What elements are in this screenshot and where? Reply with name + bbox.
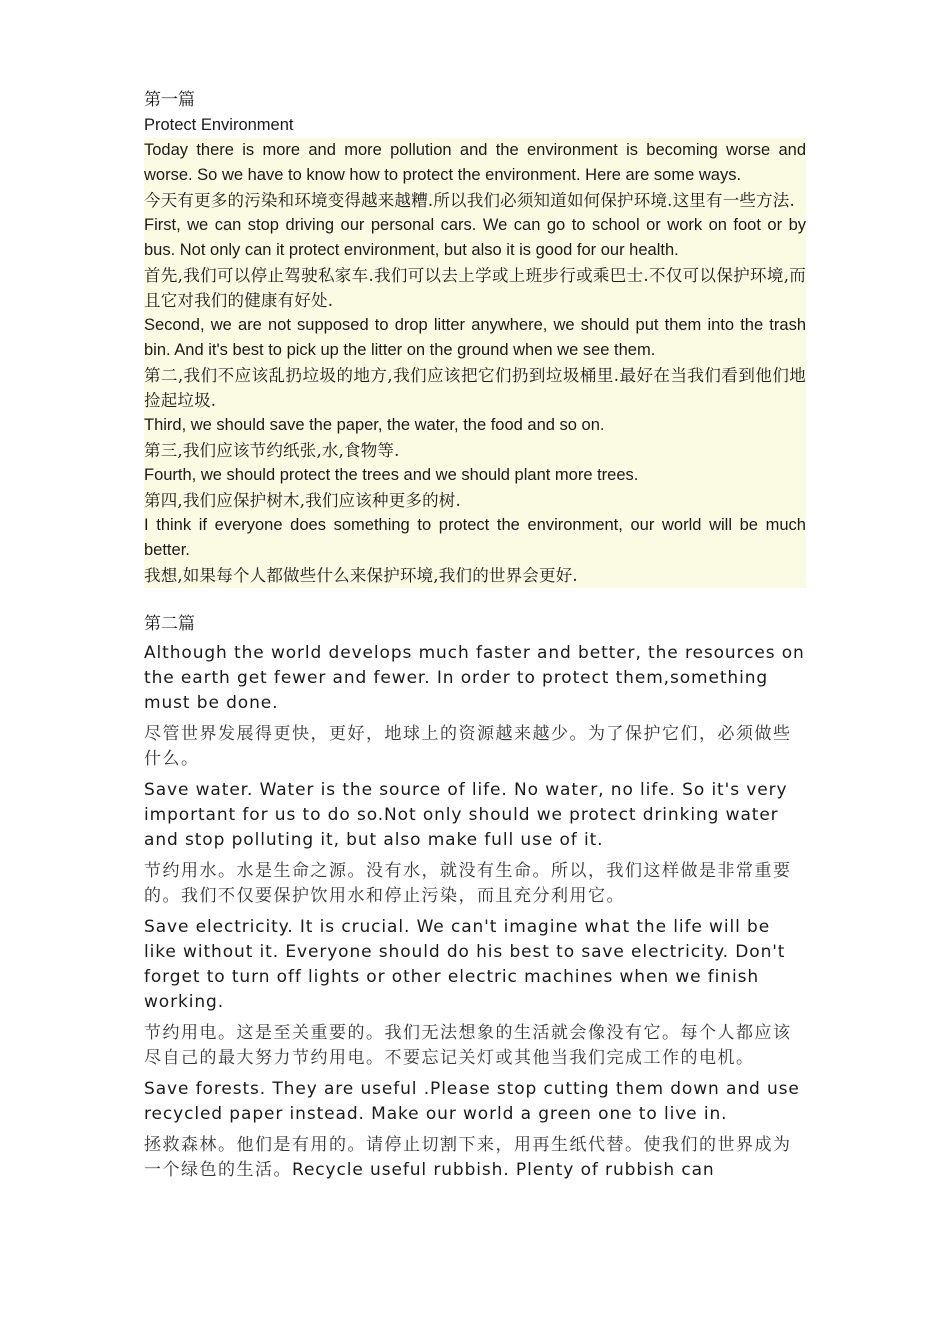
paragraph-zh: 第三,我们应该节约纸张,水,食物等. <box>144 441 400 460</box>
document-content <box>144 88 806 1189</box>
paragraph-en: Fourth, we should protect the trees and we should plant more trees. <box>144 466 639 484</box>
paragraph-en: Third, we should save the paper, the water, the food and so on. <box>144 416 605 434</box>
paragraph-zh: 第二,我们不应该乱扔垃圾的地方,我们应该把它们扔到垃圾桶里.最好在当我们看到他们地捡起垃圾. <box>144 366 806 410</box>
section-one-body <box>144 138 806 588</box>
section-one-heading: 第一篇 <box>144 90 195 110</box>
paragraph-zh: 节约用水。水是生命之源。没有水，就没有生命。所以，我们这样做是非常重要的。我们不仅要保护饮用水和停止污染，而且充分利用它。 <box>144 861 792 906</box>
section-one-title: Protect Environment <box>144 116 294 134</box>
section-one <box>144 88 806 588</box>
paragraph-zh: 节约用电。这是至关重要的。我们无法想象的生活就会像没有它。每个人都应该尽自己的最大努力节约用电。不要忘记关灯或其他当我们完成工作的电机。 <box>144 1023 792 1068</box>
paragraph-zh: 今天有更多的污染和环境变得越来越糟.所以我们必须知道如何保护环境.这里有一些方法. <box>144 191 795 210</box>
paragraph-mixed <box>144 1133 806 1183</box>
paragraph-zh: 第四,我们应保护树木,我们应该种更多的树. <box>144 491 461 510</box>
paragraph-en: Second, we are not supposed to drop litter anywhere, we should put them into the trash bin. And it's best to pick up the litter on the ground when we see them. <box>144 316 806 359</box>
paragraph-zh-part: 拯救森林。他们是有用的。请停止切割下来，用再生纸代替。使我们的世界成为一个绿色的生活。 <box>144 1135 792 1180</box>
section-two <box>144 612 806 1183</box>
paragraph-en: Save forests. They are useful .Please stop cutting them down and use recycled paper instead. Make our world a green one to live in. <box>144 1079 800 1124</box>
paragraph-en: I think if everyone does something to protect the environment, our world will be much better. <box>144 516 806 559</box>
paragraph-zh: 我想,如果每个人都做些什么来保护环境,我们的世界会更好. <box>144 566 578 585</box>
paragraph-en: Save water. Water is the source of life. No water, no life. So it's very important for us to do so.Not only should we protect drinking water and stop polluting it, but also make full use of it. <box>144 780 788 850</box>
paragraph-en-part: Recycle useful rubbish. Plenty of rubbish can <box>292 1160 715 1180</box>
paragraph-en: Although the world develops much faster and better, the resources on the earth get fewer and fewer. In order to protect them,something must be done. <box>144 643 805 713</box>
paragraph-zh: 首先,我们可以停止驾驶私家车.我们可以去上学或上班步行或乘巴士.不仅可以保护环境,而且它对我们的健康有好处. <box>144 266 806 310</box>
paragraph-en: Today there is more and more pollution and the environment is becoming worse and worse. So we have to know how to protect the environment. Here are some ways. <box>144 141 806 184</box>
paragraph-en: Save electricity. It is crucial. We can't imagine what the life will be like without it. Everyone should do his best to save electricity. Don't forget to turn off lights or other electric machines when we finish working. <box>144 917 786 1012</box>
paragraph-en: First, we can stop driving our personal cars. We can go to school or work on foot or by bus. Not only can it protect environment, but also it is good for our health. <box>144 216 806 259</box>
paragraph-zh: 尽管世界发展得更快，更好，地球上的资源越来越少。为了保护它们，必须做些什么。 <box>144 724 792 769</box>
section-two-heading: 第二篇 <box>144 614 195 634</box>
